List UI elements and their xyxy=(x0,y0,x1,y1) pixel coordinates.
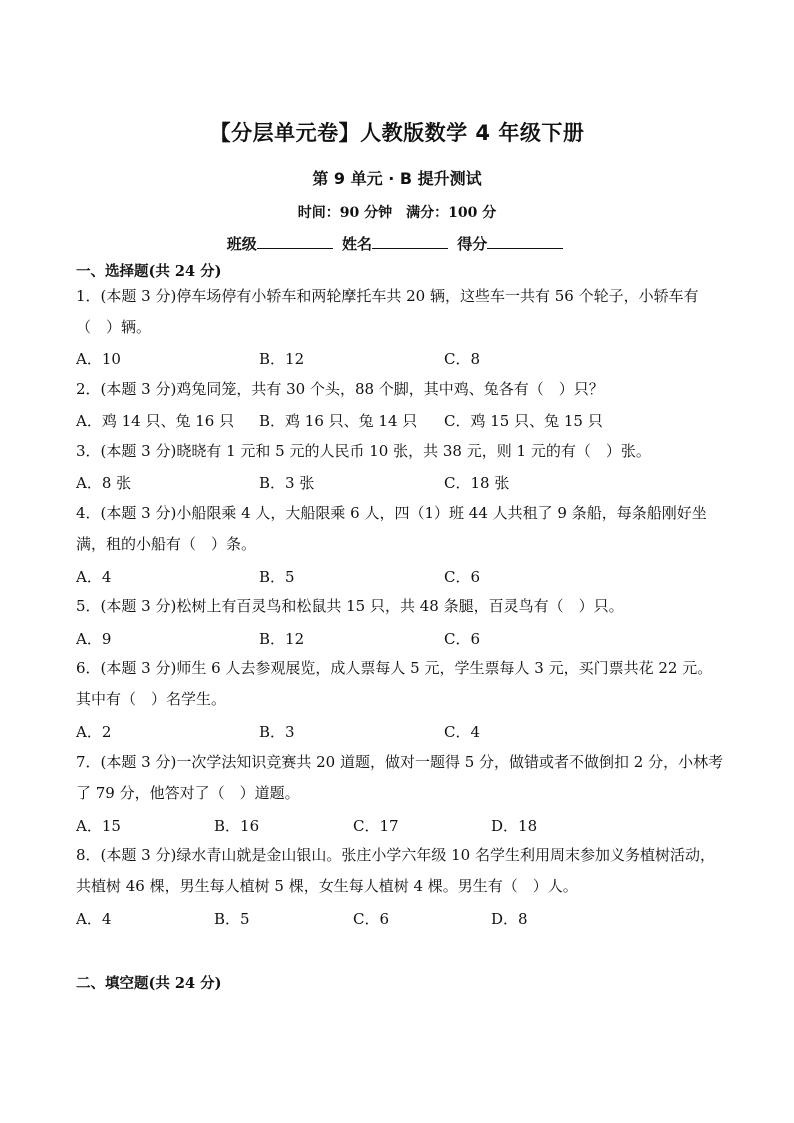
option-c[interactable]: C．6 xyxy=(353,910,390,928)
option-b[interactable]: B．3 张 xyxy=(259,474,315,492)
exam-time-score: 时间：90 分钟 满分：100 分 xyxy=(297,205,497,221)
option-c[interactable]: C．18 张 xyxy=(444,474,510,492)
name-label: 姓名 xyxy=(341,235,372,253)
exam-subtitle: 第 9 单元 · B 提升测试 xyxy=(312,169,482,188)
score-blank[interactable] xyxy=(487,234,563,249)
option-a[interactable]: A．9 xyxy=(76,630,112,648)
question-5-options xyxy=(76,628,726,652)
question-8-text: 8．(本题 3 分)绿水青山就是金山银山。张庄小学六年级 10 名学生利用周末参加义务植树活动，共植树 46 棵，男生每人植树 5 棵，女生每人植树 4 棵。男生有（ ）人。 xyxy=(76,846,715,895)
option-b[interactable]: B．5 xyxy=(259,568,295,586)
option-d[interactable]: D．18 xyxy=(491,817,538,835)
option-b[interactable]: B．3 xyxy=(259,723,295,741)
question-7-options xyxy=(76,815,726,839)
question-4-text: 4．(本题 3 分)小船限乘 4 人，大船限乘 6 人，四（1）班 44 人共租了 9 条船，每条船刚好坐满，租的小船有（ ）条。 xyxy=(76,504,707,553)
option-c[interactable]: C．6 xyxy=(444,568,481,586)
option-c[interactable]: C．17 xyxy=(353,817,399,835)
question-3-text: 3．(本题 3 分)晓晓有 1 元和 5 元的人民币 10 张，共 38 元，则 1 元的有（ ）张。 xyxy=(76,442,651,460)
question-4-options xyxy=(76,566,726,590)
option-a[interactable]: A．鸡 14 只、兔 16 只 xyxy=(76,412,235,430)
section-heading-choice: 一、选择题(共 24 分) xyxy=(76,263,222,280)
question-1-options xyxy=(76,348,726,372)
option-d[interactable]: D．8 xyxy=(491,910,528,928)
option-b[interactable]: B．12 xyxy=(259,350,305,368)
section-heading-fill: 二、填空题(共 24 分) xyxy=(76,975,222,992)
student-info-line xyxy=(0,233,794,254)
option-b[interactable]: B．16 xyxy=(214,817,260,835)
option-c[interactable]: C．4 xyxy=(444,723,481,741)
option-a[interactable]: A．15 xyxy=(76,817,121,835)
option-b[interactable]: B．鸡 16 只、兔 14 只 xyxy=(259,412,418,430)
exam-title: 【分层单元卷】人教版数学 4 年级下册 xyxy=(209,121,585,145)
option-a[interactable]: A．4 xyxy=(76,910,112,928)
option-c[interactable]: C．6 xyxy=(444,630,481,648)
option-a[interactable]: A．10 xyxy=(76,350,121,368)
question-2-text: 2．(本题 3 分)鸡兔同笼，共有 30 个头，88 个脚，其中鸡、兔各有（ ）只？ xyxy=(76,380,604,398)
question-2-options xyxy=(76,410,726,434)
question-1-text: 1．(本题 3 分)停车场停有小轿车和两轮摩托车共 20 辆，这些车一共有 56 个轮子，小轿车有（ ）辆。 xyxy=(76,287,699,336)
option-b[interactable]: B．12 xyxy=(259,630,305,648)
score-label: 得分 xyxy=(457,235,488,253)
option-a[interactable]: A．4 xyxy=(76,568,112,586)
question-8-options xyxy=(76,908,726,932)
option-b[interactable]: B．5 xyxy=(214,910,250,928)
class-blank[interactable] xyxy=(257,234,333,249)
question-6-options xyxy=(76,721,726,745)
question-7-text: 7．(本题 3 分)一次学法知识竞赛共 20 道题，做对一题得 5 分，做错或者不做倒扣 2 分，小林考了 79 分，他答对了（ ）道题。 xyxy=(76,753,724,802)
question-6-text: 6．(本题 3 分)师生 6 人去参观展览，成人票每人 5 元，学生票每人 3 元，买门票共花 22 元。其中有（ ）名学生。 xyxy=(76,659,713,708)
question-5-text: 5．(本题 3 分)松树上有百灵鸟和松鼠共 15 只，共 48 条腿，百灵鸟有（ ）只。 xyxy=(76,597,624,615)
name-blank[interactable] xyxy=(372,234,448,249)
option-c[interactable]: C．鸡 15 只、兔 15 只 xyxy=(444,412,603,430)
option-a[interactable]: A．2 xyxy=(76,723,112,741)
question-3-options xyxy=(76,472,726,496)
class-label: 班级 xyxy=(226,235,257,253)
option-c[interactable]: C．8 xyxy=(444,350,481,368)
option-a[interactable]: A．8 张 xyxy=(76,474,132,492)
